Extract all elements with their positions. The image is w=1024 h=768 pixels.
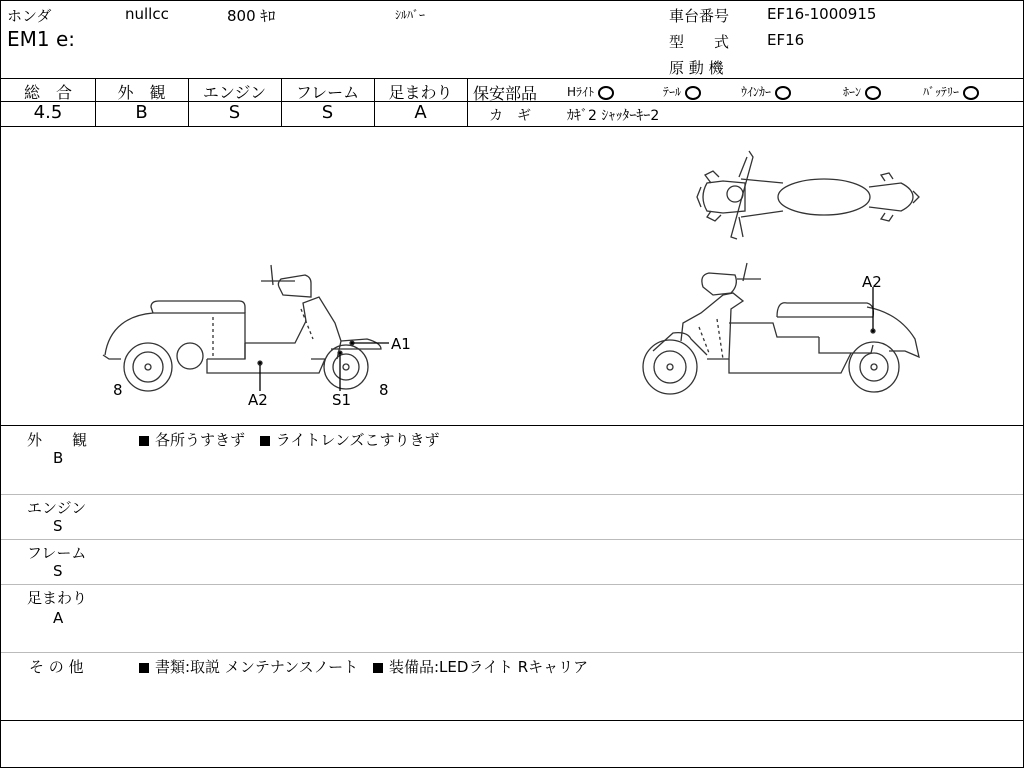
color: ｼﾙﾊﾞｰ	[395, 8, 426, 22]
label-tire-front: 8	[113, 381, 123, 399]
engine-label: 原 動 機	[669, 59, 724, 77]
ok-mark-icon	[865, 86, 881, 100]
divider	[467, 101, 1023, 102]
other-label: そ の 他	[29, 658, 84, 676]
label-a2-right: A2	[862, 273, 882, 291]
label-tire-rear: 8	[379, 381, 389, 399]
maker: ホンダ	[7, 7, 52, 25]
safety-item-label: ﾎｰﾝ	[843, 85, 862, 99]
divider	[1, 494, 1023, 495]
label-a1: A1	[391, 335, 411, 353]
bullet-icon	[139, 436, 149, 446]
rating-value-frame: S	[321, 102, 334, 123]
type-label: 型 式	[669, 33, 730, 51]
safety-item-headlight	[567, 83, 614, 100]
note-text: 書類:取説 メンテナンスノート	[155, 658, 359, 676]
divider	[1, 539, 1023, 540]
divider	[1, 425, 1023, 426]
detail-grade-appearance: B	[53, 449, 64, 467]
safety-item-label: Hﾗｲﾄ	[567, 85, 595, 99]
label-a2-left: A2	[248, 391, 268, 409]
frame-number-label: 車台番号	[669, 7, 730, 25]
safety-item-winker	[741, 83, 791, 100]
note-text: ライトレンズこすりきず	[275, 431, 440, 449]
detail-grade-engine: S	[53, 517, 63, 535]
frame-number-value: EF16-1000915	[767, 5, 877, 23]
bullet-icon	[373, 663, 383, 673]
ok-mark-icon	[963, 86, 979, 100]
other-notes	[139, 656, 588, 677]
detail-label-suspension: 足まわり	[27, 589, 88, 607]
ok-mark-icon	[685, 86, 701, 100]
detail-label-appearance: 外 観	[27, 431, 88, 449]
safety-item-horn	[843, 83, 881, 100]
detail-grade-suspension: A	[53, 609, 64, 627]
rating-value-appearance: B	[135, 102, 148, 123]
divider	[1, 720, 1023, 721]
note-text: 装備品:LEDライト Rキャリア	[388, 658, 589, 676]
mileage: 800 ｷﾛ	[227, 7, 276, 25]
divider	[467, 78, 468, 126]
label-s1: S1	[332, 391, 352, 409]
divider	[1, 78, 1023, 79]
rating-header-suspension: 足まわり	[388, 83, 453, 102]
detail-label-engine: エンジン	[27, 499, 87, 517]
detail-notes-appearance	[139, 429, 440, 450]
safety-item-label: ｳｲﾝｶｰ	[741, 85, 772, 99]
rating-value-engine: S	[228, 102, 241, 123]
rating-value-overall: 4.5	[33, 102, 63, 123]
safety-parts-label: 保安部品	[473, 84, 538, 103]
ok-mark-icon	[775, 86, 791, 100]
divider	[1, 652, 1023, 653]
detail-grade-frame: S	[53, 562, 63, 580]
divider	[1, 584, 1023, 585]
key-value: ｶｷﾞ2 ｼｬｯﾀｰｷｰ2	[567, 108, 660, 124]
rating-header-appearance: 外 観	[117, 83, 166, 102]
rating-header-overall: 総 合	[23, 83, 72, 102]
safety-item-tail	[663, 83, 701, 100]
displacement: nullcc	[125, 5, 169, 23]
scooter-diagram	[1, 127, 1023, 425]
model-name: EM1 e:	[7, 27, 76, 51]
left-side-view-scooter	[103, 265, 389, 391]
type-value: EF16	[767, 31, 805, 49]
detail-label-frame: フレーム	[27, 544, 87, 562]
note-text: 各所うすきず	[155, 431, 246, 449]
ok-mark-icon	[598, 86, 614, 100]
safety-item-label: ﾊﾞｯﾃﾘｰ	[923, 85, 960, 99]
bullet-icon	[260, 436, 270, 446]
rating-header-engine: エンジン	[202, 83, 267, 102]
top-view-scooter	[697, 151, 919, 239]
key-label: カ ギ	[489, 108, 531, 124]
rating-header-frame: フレーム	[295, 83, 360, 102]
bullet-icon	[139, 663, 149, 673]
safety-item-label: ﾃｰﾙ	[663, 85, 682, 99]
rating-value-suspension: A	[414, 102, 427, 123]
safety-item-battery	[923, 83, 979, 100]
